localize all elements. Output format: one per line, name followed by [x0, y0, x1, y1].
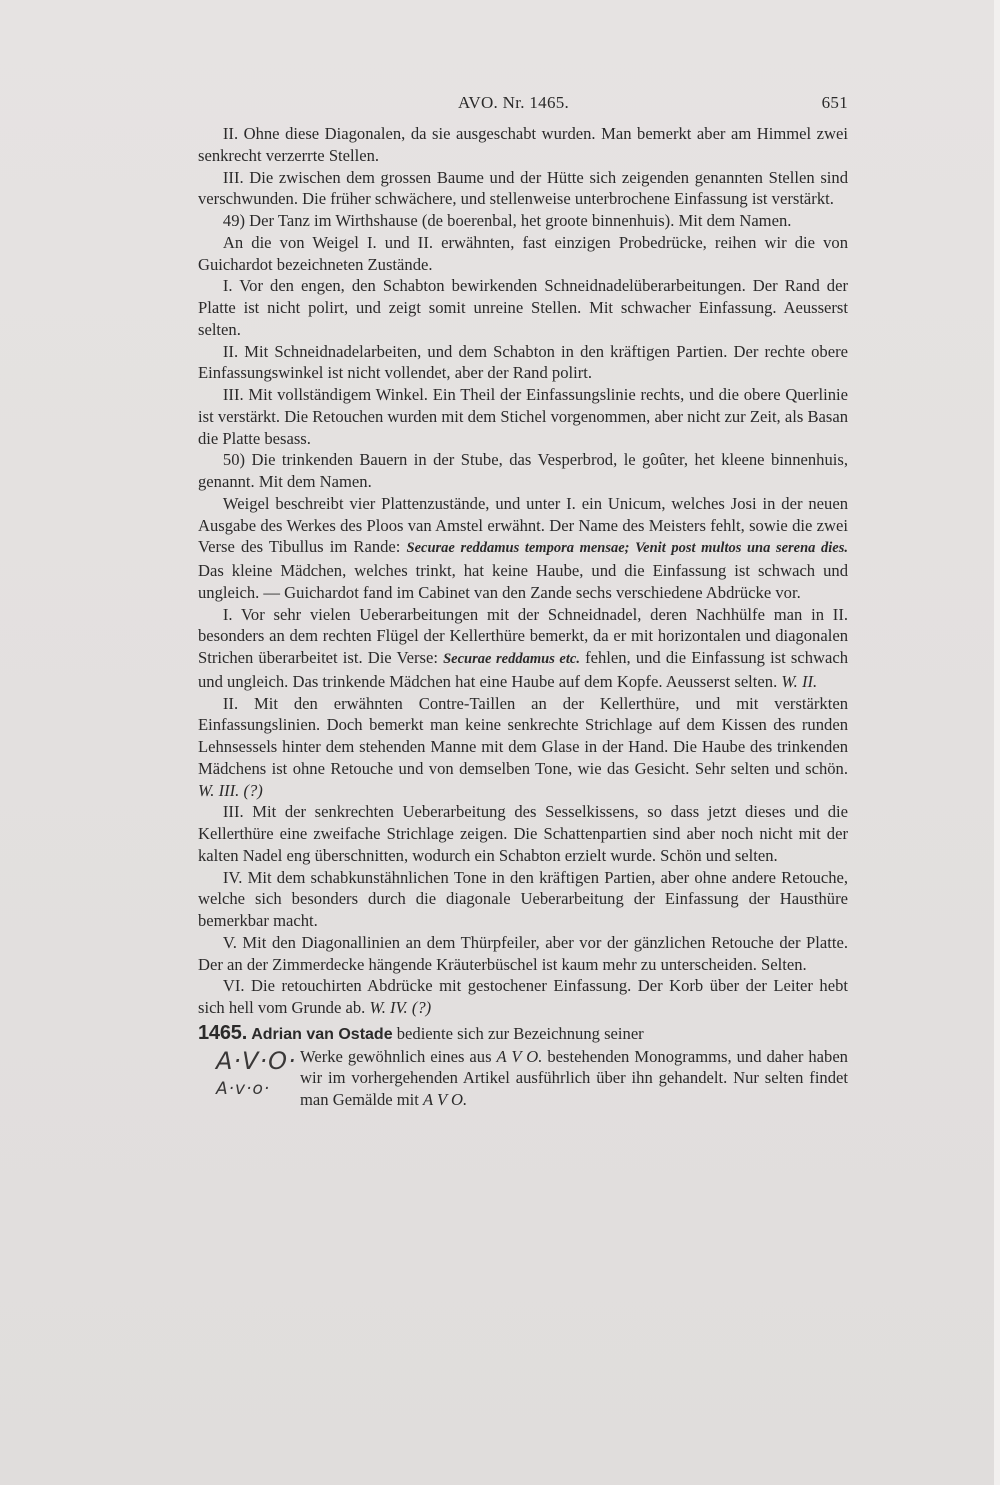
text-run: I. Vor sehr vielen Ueberarbeitungen mit der Schneidnadel, deren Nachhülfe man in II. besonders an dem rechten Flügel der Kellerthüre bemerkt, da er mit horizontalen und diagonalen Strichen überarbeitet ist. Die Verse:	[198, 604, 848, 667]
paragraph: I. Vor den engen, den Schabton bewirkenden Schneidnadelüberarbeitungen. Der Rand der Platte ist nicht polirt, und zeigt somit unreine Stellen. Mit schwacher Einfassung. Aeusserst selten.	[198, 276, 848, 339]
paragraph-state-1	[198, 604, 848, 693]
text-run: Das kleine Mädchen, welches trinkt, hat keine Haube, und die Einfassung ist schwach und ungleich. — Guichardot fand im Cabinet van den Zande sechs verschiedene Abdrücke vor.	[198, 561, 848, 602]
text-run: fehlen, und die Einfassung ist schwach und ungleich. Das trinkende Mädchen hat eine Haube auf dem Kopfe. Aeusserst selten.	[198, 648, 849, 691]
text-run: VI. Die retouchirten Abdrücke mit gestochener Einfassung. Der Korb über der Leiter hebt sich hell vom Grunde ab.	[198, 976, 848, 1017]
text-run: bediente sich zur Bezeichnung seiner	[392, 1023, 644, 1043]
entry-1465	[198, 1023, 848, 1111]
paragraph: 49) Der Tanz im Wirthshause (de boerenbal, het groote binnenhuis). Mit dem Namen.	[222, 211, 792, 230]
paragraph: III. Mit der senkrechten Ueberarbeitung des Sesselkissens, so dass jetzt dieses und die Kellerthüre eine zweifache Strichlage zeigen. Die Schattenpartien sind aber noch nicht mit der kalten Nadel eng überschnitten, wodurch ein Schabton erzielt wurde. Schön und selten.	[198, 802, 848, 865]
paragraph: IV. Mit dem schabkunstähnlichen Tone in den kräftigen Partien, aber ohne andere Retouche, welche sich besonders durch die diagonale Ueberarbeitung der Einfassung der Hausthüre bemerkbar macht.	[198, 867, 848, 930]
paragraph: II. Ohne diese Diagonalen, da sie ausgeschabt wurden. Man bemerkt aber am Himmel zwei senkrecht verzerrte Stellen.	[198, 124, 848, 165]
entry-number: 1465.	[198, 1021, 248, 1044]
text-run: bestehenden Monogramms, und daher haben wir im vorhergehenden Artikel ausführlich über ihn gehandelt. Nur selten findet man Gemälde mit	[300, 1046, 848, 1109]
paragraph: V. Mit den Diagonallinien an dem Thürpfeiler, aber vor der gänzlichen Retouche der Platte. Der an der Zimmerdecke hängende Kräuterbüschel ist kaum mehr zu unterscheiden. Selten.	[198, 932, 848, 974]
weigel-reference: W. II.	[781, 671, 818, 691]
weigel-reference: W. III. (?)	[198, 780, 263, 800]
monogram-image: A·V·O·	[216, 1046, 297, 1075]
paragraph-weigel	[198, 493, 848, 604]
latin-verse: Securae reddamus tempora mensae; Venit post multos una serena dies.	[406, 540, 848, 557]
text-run: Werke gewöhnlich eines aus	[300, 1046, 497, 1066]
latin-verse: Securae reddamus etc.	[443, 651, 580, 667]
paragraph: II. Mit Schneidnadelarbeiten, und dem Schabton in den kräftigen Partien. Der rechte obere Einfassungswinkel ist nicht vollendet, aber der Rand polirt.	[198, 341, 848, 383]
monogram-text: A V O.	[496, 1046, 543, 1066]
monogram-text: A V O.	[423, 1090, 468, 1109]
weigel-reference: W. IV. (?)	[369, 998, 432, 1017]
header-title: AVO. Nr. 1465.	[458, 93, 570, 112]
entry-first-line	[198, 1023, 848, 1046]
text-run: Weigel beschreibt vier Plattenzustände, und unter I. ein Unicum, welches Josi in der neuen Ausgabe des Werkes des Ploos van Amstel erwähnt. Der Name des Meisters fehlt, sowie die zwei Verse des Tibullus im Rande:	[198, 493, 848, 557]
text-body	[198, 123, 848, 1111]
entry-artist-name: Adrian van Ostade	[251, 1025, 393, 1043]
paragraph: An die von Weigel I. und II. erwähnten, fast einzigen Probedrücke, reihen wir die von Guichardot bezeichneten Zustände.	[198, 232, 848, 274]
paragraph-state-2	[198, 693, 848, 802]
paragraph: 50) Die trinkenden Bauern in der Stube, das Vesperbrod, le goûter, het kleene binnenhuis, genannt. Mit dem Namen.	[198, 450, 848, 491]
monogram-image-small: A·v·o·	[216, 1078, 271, 1099]
paragraph-state-6	[198, 975, 848, 1019]
text-run: II. Mit den erwähnten Contre-Taillen an der Kellerthüre, und mit verstärkten Einfassungslinien. Doch bemerkt man keine senkrechte Strichlage auf dem Kissen des runden Lehnsessels hinter dem stehenden Manne mit dem Glase in der Hand. Die Haube des trinkenden Mädchens ist ohne Retouche und von demselben Tone, wie das Gesicht. Sehr selten und schön.	[198, 693, 848, 778]
paragraph: III. Mit vollständigem Winkel. Ein Theil der Einfassungslinie rechts, und die obere Querlinie ist verstärkt. Die Retouchen wurden mit dem Stichel vorgenommen, aber nicht zur Zeit, als Basan die Platte besass.	[198, 385, 848, 448]
entry-continuation	[300, 1046, 848, 1111]
paragraph: III. Die zwischen dem grossen Baume und der Hütte sich zeigenden genannten Stellen sind verschwunden. Die früher schwächere, und stellenweise unterbrochene Einfassung ist verstärkt.	[198, 167, 848, 209]
page-number: 651	[821, 93, 848, 112]
